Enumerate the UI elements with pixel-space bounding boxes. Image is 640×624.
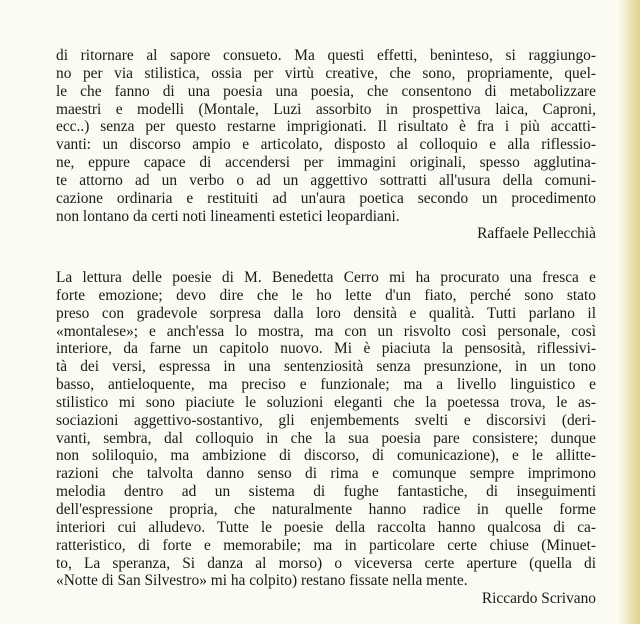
text-line: no per via stilistica, ossia per virtù creative, che sono, propriamente, quel- xyxy=(56,64,596,82)
text-line: le che fanno di una poesia una poesia, che consentono di metabolizzare xyxy=(56,82,596,100)
text-line: non lontano da certi noti lineamenti estetici leopardiani. xyxy=(56,207,400,225)
text-line: non soliloquio, ma ambizione di discorso, di comunicazione), e le allitte- xyxy=(56,447,596,465)
text-line: «Notte di San Silvestro» mi ha colpito) restano fissate nella mente. xyxy=(56,572,468,590)
text-line: preso con gradevole sorpresa dalla loro densità e qualità. Tutti parlano il xyxy=(56,304,596,322)
page-edge-shadow xyxy=(618,0,640,624)
text-line: di ritornare al sapore consueto. Ma questi effetti, beninteso, si raggiungo- xyxy=(56,47,596,64)
review-pellecchia xyxy=(56,47,596,243)
text-line: razioni che talvolta danno senso di rima e comunque sempre imprimono xyxy=(56,465,596,483)
text-line: ecc..) senza per questo restarne imprigionati. Il risultato è fra i più accatti- xyxy=(56,118,596,136)
text-line: melodia dentro ad un sistema di fughe fantastiche, di inseguimenti xyxy=(56,483,596,501)
text-line: cazione ordinaria e restituiti ad un'aura poetica secondo un procedimento xyxy=(56,189,596,207)
text-line: maestri e modelli (Montale, Luzi assorbito in prospettiva laica, Caproni, xyxy=(56,100,596,118)
text-line: dell'espressione propria, che naturalmente hanno radice in quelle forme xyxy=(56,500,596,518)
text-line: vanti, sembra, dal colloquio in che la sua poesia pare consistere; dunque xyxy=(56,429,596,447)
text-line: forte emozione; devo dire che le ho lette d'un fiato, perché sono stato xyxy=(56,286,596,304)
text-line: sociazioni aggettivo-sostantivo, gli enjembements svelti e discorsivi (deri- xyxy=(56,411,596,429)
text-line: tà dei versi, espressa in una sentenziosità senza presunzione, in un tono xyxy=(56,358,596,376)
text-line: La lettura delle poesie di M. Benedetta Cerro mi ha procurato una fresca e xyxy=(56,269,596,286)
text-line: interiore, da farne un capitolo nuovo. Mi è piaciuta la pensosità, riflessivi- xyxy=(56,340,596,358)
signature-pellecchia: Raffaele Pellecchià xyxy=(477,225,596,243)
text-line: vanti: un discorso ampio e articolato, disposto al colloquio e alla riflessio- xyxy=(56,136,596,154)
text-line: interiori cui alludevo. Tutte le poesie della raccolta hanno qualcosa di ca- xyxy=(56,518,596,536)
text-line: stilistico mi sono piaciute le soluzioni eleganti che la poetessa trova, le as- xyxy=(56,393,596,411)
text-line: to, La speranza, Si danza al morso) o viceversa certe aperture (quella di xyxy=(56,554,596,572)
review-scrivano xyxy=(56,269,596,608)
text-line: ratteristico, di forte e memorabile; ma in particolare certe chiuse (Minuet- xyxy=(56,536,596,554)
text-line: «montalese»; e anch'essa lo mostra, ma con un risvolto così personale, così xyxy=(56,322,596,340)
signature-scrivano: Riccardo Scrivano xyxy=(481,590,596,608)
text-line: basso, antieloquente, ma preciso e funzionale; ma a livello linguistico e xyxy=(56,376,596,394)
text-line: ne, eppure capace di accendersi per immagini originali, spesso agglutina- xyxy=(56,154,596,172)
text-line: te attorno ad un verbo o ad un aggettivo sottratti all'usura della comuni- xyxy=(56,171,596,189)
